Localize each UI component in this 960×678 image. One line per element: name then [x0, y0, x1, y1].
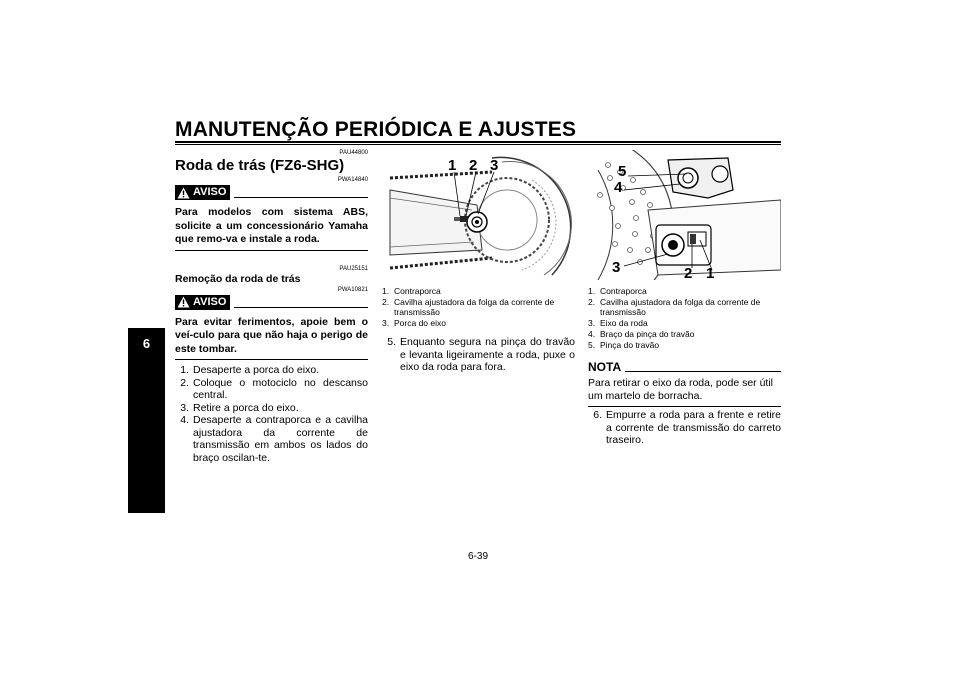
ref-code: PWA14840 [337, 177, 368, 183]
warning-triangle-icon [177, 187, 190, 199]
nota-end-rule [588, 406, 781, 407]
caption-item: 1. Contraporca [382, 286, 441, 296]
chapter-tab [128, 328, 165, 513]
warning-header [175, 295, 368, 310]
callout-5: 5 [618, 163, 627, 180]
callout-1: 1 [448, 157, 457, 174]
callout-2: 2 [684, 265, 693, 280]
warning-label: AVISO [193, 295, 227, 308]
callout-3: 3 [490, 157, 499, 174]
right-column [588, 150, 781, 447]
callout-4: 4 [614, 179, 623, 196]
steps-list [382, 336, 575, 374]
nota-header [588, 360, 781, 374]
header-rule-thin [175, 144, 781, 145]
list-item: 1. Desaperte a porca do eixo. [180, 364, 320, 376]
nota-text: Para retirar o eixo da roda, pode ser útil um martelo de borracha. [588, 377, 774, 402]
warning-text: Para evitar ferimentos, apoie bem o veí-culo para que não haja o perigo de este tombar. [175, 315, 368, 355]
ref-code: PAU25151 [339, 265, 368, 272]
middle-column [382, 150, 575, 374]
caption-item: 1. Contraporca [588, 286, 647, 296]
ref-code: PWA10821 [337, 286, 368, 293]
caption-item: 4. Braço da pinça do travão [588, 329, 695, 339]
callout-3: 3 [612, 259, 621, 276]
page-number: 6-39 [468, 551, 489, 562]
nota-rule [625, 371, 781, 372]
warning-header [175, 185, 368, 200]
chapter-number: 6 [142, 336, 151, 351]
figure-captions [382, 286, 575, 328]
warning-end-rule [175, 359, 368, 360]
left-column [175, 150, 368, 464]
warning-rule [234, 197, 368, 198]
warning-end-rule [175, 250, 368, 251]
callout-1: 1 [706, 265, 715, 280]
list-item: 4. Desaperte a contraporca e a cavilha ajustadora da corrente de transmissão em ambos os lados do braço oscilan-te. [180, 414, 368, 464]
nota-label: NOTA [588, 360, 622, 374]
rear-brake-caliper-figure [588, 150, 781, 280]
list-item: 6. Empurre a roda para a frente e retire a corrente de transmissão do carreto traseiro. [593, 409, 781, 446]
caption-item: 2. Cavilha ajustadora da folga da corrente de transmissão [588, 297, 761, 317]
warning-rule [234, 307, 368, 308]
warning-label: AVISO [193, 186, 227, 198]
figure-captions [588, 286, 781, 350]
warning-text: Para modelos com sistema ABS, solicite a um concessionário Yamaha que remo-va e instale a roda. [175, 206, 368, 245]
caption-item: 5. Pinça do travão [588, 340, 660, 350]
ref-code: PAU44800 [339, 150, 368, 156]
steps-list [588, 409, 781, 447]
header-rule [175, 141, 781, 143]
callout-2: 2 [469, 157, 478, 174]
subsection-title: Remoção da roda de trás [175, 272, 301, 285]
caption-item: 3. Porca do eixo [382, 318, 446, 328]
warning-triangle-icon [177, 296, 190, 308]
list-item: 2. Coloque o motociclo no descanso central. [180, 376, 368, 401]
warning-badge [175, 295, 230, 310]
caption-item: 2. Cavilha ajustadora da folga da corrente de transmissão [382, 297, 555, 317]
list-item: 5. Enquanto segura na pinça do travão e levanta ligeiramente a roda, puxe o eixo da roda para fora. [387, 336, 575, 373]
caption-item: 3. Eixo da roda [588, 318, 648, 328]
page-title: MANUTENÇÃO PERIÓDICA E AJUSTES [175, 118, 577, 141]
warning-badge [175, 185, 230, 200]
steps-list [175, 364, 368, 464]
rear-wheel-chain-figure [382, 150, 575, 280]
section-title: Roda de trás (FZ6-SHG) [175, 157, 345, 174]
list-item: 3. Retire a porca do eixo. [180, 401, 299, 414]
